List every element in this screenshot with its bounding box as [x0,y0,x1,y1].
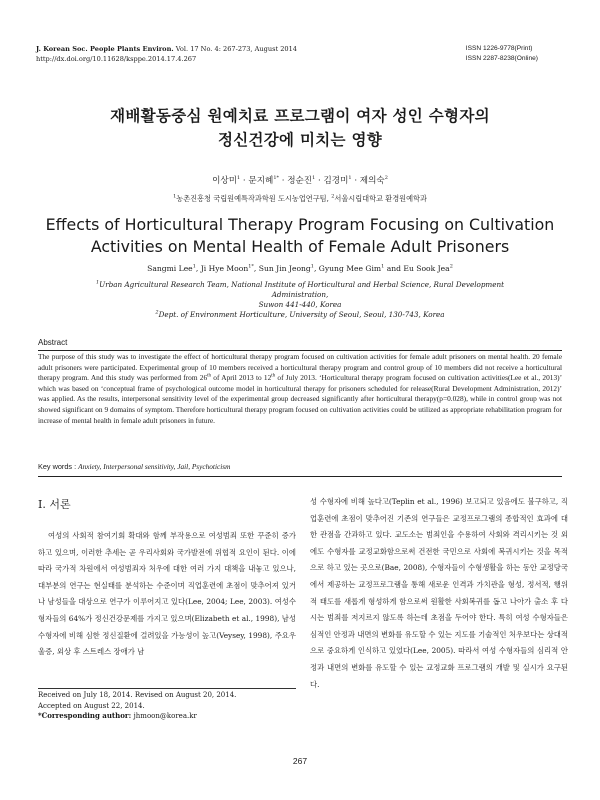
doi-link[interactable]: http://dx.doi.org/10.11628/ksppe.2014.17.4.267 [36,55,197,63]
affil-sup: 1 [173,193,177,200]
journal-header [36,44,297,64]
keywords-divider [38,476,562,477]
ko-author-sup: 2 [384,175,388,182]
abstract-body [38,352,562,426]
korean-title-line2: 정신건강에 미치는 영향 [217,130,383,149]
ko-author: 문지혜 [248,176,274,186]
abstract-heading: Abstract [38,338,68,347]
received-date: Received on July 18, 2014. Revised on August 20, 2014. [38,691,237,699]
footnote-divider [38,688,296,689]
en-affil-1 [70,280,530,300]
ko-author-sup: 1 [348,175,352,182]
ko-author: 이상미 [212,176,238,186]
ko-affil-1: 농촌진흥청 국립원예특작과학원 도시농업연구팀, [176,194,332,203]
keywords-label: Key words : [38,462,79,471]
issn-print: ISSN 1226-9778(Print) [465,45,533,52]
en-affil-1-city: Suwon 441-440, Korea [258,300,342,309]
accepted-date: Accepted on August 22, 2014. [38,701,145,710]
section-title: Ⅰ. 서론 [38,498,71,511]
korean-affiliations [0,194,600,204]
keywords-value: Anxiety, Interpersonal sensitivity, Jail, Psychoticism [78,462,231,471]
ordinal-sup: th [271,373,276,379]
abstract-text: of April 2013 to 12 [211,373,272,383]
english-title-line2: Activities on Mental Health of Female Adult Prisoners [90,237,510,256]
en-author-sup: 2 [449,263,453,270]
corr-email[interactable]: jhmoon@korea.kr [133,712,197,720]
corresponding-author [38,711,296,722]
en-author-sup: 1 [381,263,385,270]
affil-sup: 2 [331,193,335,200]
en-author-sup: 1* [248,263,254,270]
volume-info: Vol. 17 No. 4: 267-273, August 2014 [173,45,297,53]
ko-author-sup: 1* [273,175,279,182]
affil-sup: 1 [95,279,100,286]
ko-author: 김경미 [323,176,349,186]
english-authors [0,264,600,273]
ko-author-sup: 1 [312,175,316,182]
abstract-text: The purpose of this study was to investigate the effect of horticultural therapy program focused on cultivation activities for female adult prisoners on mental health. 20 female adult prisoners were participated. Experimental group of 10 members received a horticultural therapy program and control group of 10 members did not receive a horticultural therapy program. And this study was performed from 26 [38,352,562,383]
journal-name: J. Korean Soc. People Plants Environ. [36,45,174,53]
en-affil-1-text: Urban Agricultural Research Team, National Institute of Horticultural and Herbal Science, Rural Development Administration, [99,280,505,299]
corr-label: *Corresponding author: [38,711,134,720]
affil-sup: 2 [155,309,159,316]
ko-author: 정순진 [287,176,313,186]
body-right-column: 성 수형자에 비해 높다고(Teplin et al., 1996) 보고되고 있음에도 불구하고, 직업훈련에 초점이 맞추어진 기존의 연구들은 교정프로그램의 종합적인 효과에 대한 관점을 간과하고 있다. 교도소는 범죄인을 수용하여 사회와 격리시키는 것 외에도 수형자를 교정교화함으로써 건전한 국민으로 사회에 복귀시키는 것을 목적으로 하고 있는 곳으로(Bae, 2008), 수형자들이 수형생활을 하는 동안 교정당국에서 제공하는 교정프로그램을 통해 새로운 인격과 가치관을 형성, 정서적, 행위적 태도를 새롭게 형성하게 함으로써 원활한 사회복귀를 돕고 나아가 출소 후 다시는 범죄를 저지르지 않도록 하는데 초점을 두어야 한다. 특히 여성 수형자들은 심적인 안정과 내면의 변화를 유도할 수 있는 지도를 기술적인 처우보다는 상대적으로 중요하게 인식하고 있었다(Lee, 2005). 따라서 여성 수형자들의 심리적 안정과 내면의 변화를 유도할 수 있는 교정교화 프로그램의 개발 및 실시가 요구된다. [310,497,568,689]
en-affil-2-text: Dept. of Environment Horticulture, University of Seoul, Seoul, 130-743, Korea [158,310,445,319]
en-author: and Eu Sook Jea [384,264,450,273]
en-author: , Sun Jin Jeong [253,264,311,273]
keywords [38,462,230,471]
ordinal-sup: th [207,373,212,379]
abstract-divider [38,350,562,351]
en-author-sup: 1 [192,263,196,270]
en-author: , Ji Hye Moon [195,264,249,273]
issn-online: ISSN 2287-8238(Online) [465,55,538,62]
en-affil-2 [70,310,530,320]
ko-affil-2: 서울시립대학교 환경원예학과 [334,194,427,203]
english-title [0,214,600,258]
korean-title [0,104,600,152]
footnote [38,690,296,722]
en-author-sup: 1 [310,263,314,270]
page-number: 267 [292,756,308,766]
body-left-column: 여성의 사회적 참여기회 확대와 함께 부작용으로 여성범죄 또한 꾸준히 증가하고 있으며, 이러한 추세는 곧 우리사회와 국가발전에 위협적 요인이 된다. 이에 따라 국가적 차원에서 여성범죄자 처우에 대한 여러 가지 대책을 내놓고 있으나, 대부분의 연구는 현실태를 분석하는 수준이며 직업훈련에 초점이 맞추어져 있거나 남성들을 대상으로 연구가 이루어지고 있다(Lee, 2004; Lee, 2003). 여성수형자들의 64%가 정신건강문제를 가지고 있으며(Elizabeth et al., 1998), 남성수형자에 비해 심한 정신질환에 걸려있을 가능성이 높고(Veysey, 1998), 주요우울증, 외상 후 스트레스 장애가 남 [38,531,296,657]
journal-citation [36,44,297,54]
en-author: Sangmi Lee [147,264,193,273]
ko-author-sup: 1 [237,175,241,182]
korean-title-line1: 재배활동중심 원예치료 프로그램이 여자 성인 수형자의 [110,106,490,125]
korean-authors: 이상미$^1$ · 문지혜$^{1*}$ · 정순진$^1$ · 김경미$^1$ · 제의숙$^2$ [212,175,388,186]
english-title-line1: Effects of Horticultural Therapy Program Focusing on Cultivation [45,215,555,234]
english-affiliations [70,280,530,320]
en-author: , Gyung Mee Gim [313,264,382,273]
ko-author: 제의숙 [359,176,385,186]
issn-block [466,44,538,64]
abstract-text: of July 2013. ‘Horticultural therapy program focused on cultivation activities(Lee et al., 2013)’ which was based on ‘conceptual frame of psychological outcome model in horticultural therapy for prisoners scheduled for release(Rural Development Administration, 2012)’ was applied. As the results, interpersonal sensitivity level of the experimental group decreased significantly after horticultural therapy(p=0.028), while in control group was not showed significant on 9 domains of symptom. Therefore horticultural therapy program focused on cultivation activities could be utilized as appropriate rehabilitation program for increase of mental health in female adult prisoners in future. [38,373,563,425]
